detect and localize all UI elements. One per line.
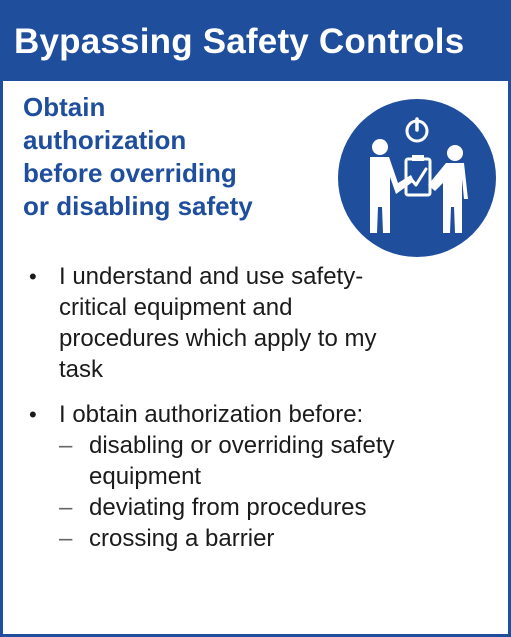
sub-list-item-line: disabling or overriding safety — [89, 432, 395, 459]
authorization-handoff-icon — [338, 99, 496, 257]
dash-icon: – — [59, 432, 73, 459]
bullet-icon: • — [29, 402, 37, 427]
sub-list-item — [23, 523, 493, 554]
card-subtitle — [23, 91, 323, 223]
card-title: Bypassing Safety Controls — [3, 3, 508, 81]
commitment-list — [23, 261, 493, 568]
subtitle-line: or disabling safety — [23, 191, 253, 221]
bullet-icon: • — [29, 264, 37, 289]
dash-icon: – — [59, 525, 73, 552]
subtitle-line: authorization — [23, 125, 187, 155]
list-item-line: I obtain authorization before: — [59, 401, 364, 428]
list-item-line: task — [59, 356, 104, 383]
sub-list-item-line: crossing a barrier — [89, 525, 275, 552]
list-item — [23, 399, 493, 554]
list-item-line: procedures which apply to my — [59, 325, 377, 352]
list-item — [23, 261, 493, 385]
sub-list-item — [23, 492, 493, 523]
subtitle-line: before overriding — [23, 158, 237, 188]
list-item-line: critical equipment and — [59, 294, 293, 321]
dash-icon: – — [59, 494, 73, 521]
sub-list-item-line: equipment — [89, 463, 202, 490]
list-item-text — [59, 261, 493, 385]
sub-list-item-line: deviating from procedures — [89, 494, 367, 521]
list-item-line: I understand and use safety- — [59, 263, 364, 290]
subtitle-line: Obtain — [23, 92, 106, 122]
list-item-head — [23, 399, 493, 430]
sub-list-item — [23, 430, 493, 492]
